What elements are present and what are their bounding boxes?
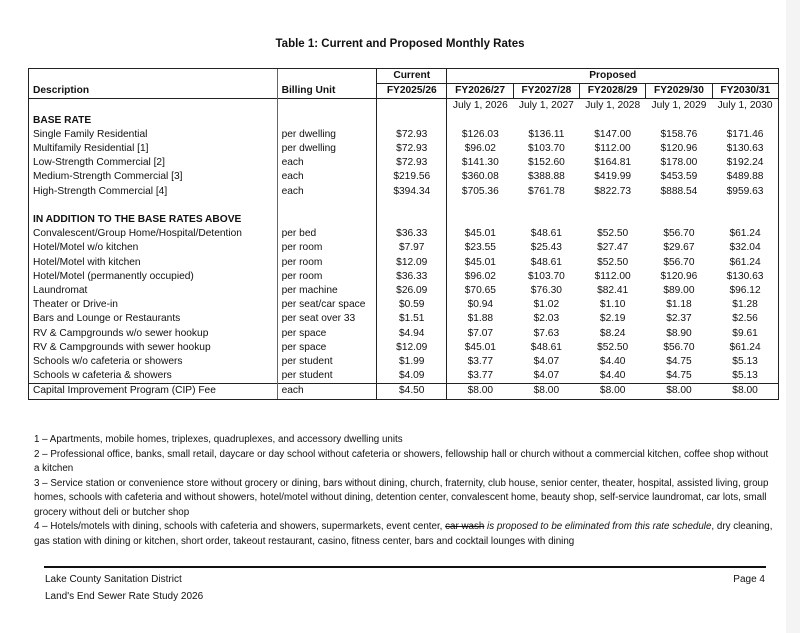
current-rate: $72.93 <box>377 128 447 142</box>
proposed-rate <box>580 114 646 128</box>
proposed-rate: $130.63 <box>712 270 778 284</box>
proposed-rate: $1.18 <box>666 299 692 311</box>
current-rate: $12.09 <box>377 256 447 270</box>
proposed-rate: $61.24 <box>712 227 778 241</box>
billing-unit: each <box>277 156 376 170</box>
proposed-rate: $192.24 <box>712 156 778 170</box>
rate-description: Low-Strength Commercial [2] <box>29 156 278 170</box>
proposed-rate: $103.70 <box>527 270 565 282</box>
proposed-rate <box>712 213 778 227</box>
proposed-rate: $4.75 <box>666 356 692 368</box>
rate-description: Schools w/o cafeteria or showers <box>29 355 278 369</box>
proposed-rate: $164.81 <box>594 157 632 169</box>
proposed-rate: $8.00 <box>580 384 646 399</box>
rate-description: Bars and Lounge or Restaurants <box>29 312 278 326</box>
header-year-5: FY2030/31 <box>712 84 778 99</box>
table-row <box>29 185 779 199</box>
proposed-rate: $1.10 <box>599 299 626 311</box>
proposed-rate: $705.36 <box>447 185 513 199</box>
proposed-rate <box>513 199 579 213</box>
footer-org: Lake County Sanitation District <box>45 574 182 585</box>
proposed-rate: $888.54 <box>660 185 698 197</box>
billing-unit: each <box>277 185 376 199</box>
header-year-1: FY2026/27 <box>447 84 513 99</box>
page-edge-shade <box>786 0 800 633</box>
proposed-rate <box>447 213 513 227</box>
proposed-rate: $2.37 <box>666 313 692 325</box>
proposed-rate: $112.00 <box>594 270 631 282</box>
proposed-rate: $1.02 <box>533 299 560 311</box>
section-heading-row <box>29 114 779 128</box>
proposed-rate: $489.88 <box>712 170 778 184</box>
proposed-rate: $4.75 <box>666 370 692 382</box>
proposed-rate: $96.02 <box>447 142 513 156</box>
proposed-rate: $8.00 <box>712 384 778 399</box>
proposed-rate: $29.67 <box>663 242 695 254</box>
struck-text: car wash <box>445 521 485 532</box>
proposed-rate <box>580 213 646 227</box>
billing-unit: per student <box>277 369 376 384</box>
rate-description: Convalescent/Group Home/Hospital/Detention <box>29 227 278 241</box>
proposed-rate: $3.77 <box>447 355 513 369</box>
footer-study: Land's End Sewer Rate Study 2026 <box>45 591 204 602</box>
header-proposed: Proposed <box>447 69 779 84</box>
footnotes <box>34 433 774 549</box>
table-row <box>29 312 779 326</box>
rate-description: RV & Campgrounds w/o sewer hookup <box>29 327 278 341</box>
billing-unit: per room <box>277 256 376 270</box>
proposed-rate: $103.70 <box>527 143 565 155</box>
proposed-rate: $8.90 <box>666 327 692 339</box>
current-rate: $219.56 <box>377 170 447 184</box>
header-current: Current <box>377 69 447 84</box>
current-rate: $7.97 <box>377 241 447 255</box>
proposed-rate <box>580 199 646 213</box>
proposed-rate: $141.30 <box>447 156 513 170</box>
table-row <box>29 284 779 298</box>
proposed-rate: $2.03 <box>533 313 560 325</box>
proposed-rate: $96.02 <box>447 270 513 284</box>
billing-unit: per space <box>277 327 376 341</box>
proposed-rate <box>646 199 712 213</box>
proposed-rate: $8.00 <box>447 384 513 399</box>
proposed-rate: $23.55 <box>447 241 513 255</box>
proposed-rate: $7.07 <box>447 327 513 341</box>
proposed-rate: $2.19 <box>599 313 626 325</box>
current-rate: $4.09 <box>377 369 447 384</box>
proposed-rate: $120.96 <box>660 143 698 155</box>
proposed-rate: $822.73 <box>594 185 632 197</box>
proposed-rate: $82.41 <box>597 285 629 297</box>
proposed-rate: $388.88 <box>527 171 565 183</box>
footnote-4: 4 – Hotels/motels with dining, schools with cafeteria and showers, supermarkets, event center, car wash is proposed to be eliminated from this rate schedule, dry cleaning, gas station with dining or kitchen, short order, takeout restaurant, casino, fitness center, bars and cocktail lounges with dining <box>34 521 773 547</box>
rate-description: Hotel/Motel with kitchen <box>29 256 278 270</box>
table-row <box>29 369 779 384</box>
proposed-rate: $1.28 <box>712 298 778 312</box>
billing-unit: per machine <box>277 284 376 298</box>
current-rate: $72.93 <box>377 142 447 156</box>
rate-description: Theater or Drive-in <box>29 298 278 312</box>
proposed-rate: $8.00 <box>646 384 712 399</box>
table-row <box>29 227 779 241</box>
billing-unit: per seat over 33 <box>277 312 376 326</box>
table-row <box>29 355 779 369</box>
table-title: Table 1: Current and Proposed Monthly Rates <box>275 38 525 50</box>
proposed-rate: $48.61 <box>530 228 562 240</box>
header-year-4: FY2029/30 <box>646 84 712 99</box>
proposed-rate: $45.01 <box>447 256 513 270</box>
table-row <box>29 156 779 170</box>
proposed-rate <box>646 114 712 128</box>
section-heading-row <box>29 213 779 227</box>
table-row <box>29 298 779 312</box>
proposed-rate: $152.60 <box>527 157 565 169</box>
proposed-rate: $761.78 <box>527 185 565 197</box>
proposed-rate <box>447 199 513 213</box>
rates-table <box>28 68 779 400</box>
current-rate: $36.33 <box>377 270 447 284</box>
page-footer <box>45 571 765 605</box>
table-row <box>29 256 779 270</box>
rate-description: High-Strength Commercial [4] <box>29 185 278 199</box>
table-row <box>29 241 779 255</box>
proposed-rate: $8.24 <box>599 327 626 339</box>
table-row <box>29 341 779 355</box>
proposed-rate: $158.76 <box>660 128 698 140</box>
proposed-rate: $171.46 <box>712 128 778 142</box>
billing-unit: per student <box>277 355 376 369</box>
proposed-rate: $3.77 <box>447 369 513 384</box>
proposed-rate: $25.43 <box>530 242 562 254</box>
proposed-rate: $120.96 <box>660 270 698 282</box>
proposed-rate: $4.07 <box>533 356 560 368</box>
page-number: Page 4 <box>733 574 765 585</box>
proposed-rate: $178.00 <box>660 157 698 169</box>
billing-unit: per dwelling <box>277 142 376 156</box>
header-description: Description <box>29 69 278 99</box>
proposed-rate: $76.30 <box>530 285 562 297</box>
footnote-2: 2 – Professional office, banks, small retail, daycare or day school without cafeteria or showers, fellowship hall or church without a commercial kitchen, coffee shop without a kitchen <box>34 448 769 474</box>
current-rate: $36.33 <box>377 227 447 241</box>
footer-divider <box>44 566 766 568</box>
current-rate: $26.09 <box>377 284 447 298</box>
proposed-rate: $56.70 <box>663 228 695 240</box>
footnote-3: 3 – Service station or convenience store without grocery or dining, bars without dining, church, fraternity, club house, senior center, theater, hospital, assisted living, group homes, schools with cafeteria and without showers, hotel/motel without dining, detention center, convalescent home, beauty shop, self-service laundromat, car lots, small grocery without deli or butcher shop <box>34 477 769 518</box>
proposed-rate: $360.08 <box>447 170 513 184</box>
billing-unit: per bed <box>277 227 376 241</box>
rate-description: Multifamily Residential [1] <box>29 142 278 156</box>
billing-unit: per room <box>277 241 376 255</box>
blank-cell <box>29 199 278 213</box>
proposed-rate: $4.07 <box>533 370 560 382</box>
rate-description: Medium-Strength Commercial [3] <box>29 170 278 184</box>
proposed-rate <box>646 213 712 227</box>
proposed-rate: $2.56 <box>712 312 778 326</box>
proposed-rate: $959.63 <box>712 185 778 199</box>
rate-description: RV & Campgrounds with sewer hookup <box>29 341 278 355</box>
effective-date-4: July 1, 2029 <box>646 99 712 114</box>
current-rate: $394.34 <box>377 185 447 199</box>
current-rate: $0.59 <box>377 298 447 312</box>
header-year-0: FY2025/26 <box>377 84 447 99</box>
billing-unit: per dwelling <box>277 128 376 142</box>
proposed-rate <box>513 114 579 128</box>
current-rate <box>377 114 447 128</box>
proposed-rate: $56.70 <box>663 341 695 353</box>
proposed-rate: $147.00 <box>594 128 632 140</box>
footnote-1: 1 – Apartments, mobile homes, triplexes, quadruplexes, and accessory dwelling units <box>34 434 403 445</box>
proposed-rate: $70.65 <box>447 284 513 298</box>
rate-description: Hotel/Motel (permanently occupied) <box>29 270 278 284</box>
billing-unit: per room <box>277 270 376 284</box>
rate-description: Laundromat <box>29 284 278 298</box>
effective-date-1: July 1, 2026 <box>447 99 513 114</box>
current-rate: $72.93 <box>377 156 447 170</box>
proposed-rate: $7.63 <box>533 327 560 339</box>
table-row <box>29 327 779 341</box>
proposed-rate <box>513 213 579 227</box>
proposed-rate: $52.50 <box>597 256 629 268</box>
proposed-rate: $45.01 <box>447 341 513 355</box>
effective-date-5: July 1, 2030 <box>712 99 778 114</box>
rate-description: Hotel/Motel w/o kitchen <box>29 241 278 255</box>
proposed-rate: $419.99 <box>594 171 632 183</box>
section-heading: BASE RATE <box>29 114 278 128</box>
proposed-rate: $5.13 <box>712 369 778 384</box>
proposed-rate: $61.24 <box>712 341 778 355</box>
effective-date-2: July 1, 2027 <box>513 99 579 114</box>
header-year-2: FY2027/28 <box>513 84 579 99</box>
effective-date-3: July 1, 2028 <box>580 99 646 114</box>
current-rate: $4.50 <box>377 384 447 399</box>
blank-cell <box>277 114 376 128</box>
proposed-rate: $9.61 <box>712 327 778 341</box>
section-heading: IN ADDITION TO THE BASE RATES ABOVE <box>29 213 278 227</box>
proposed-rate: $4.40 <box>599 356 626 368</box>
proposed-rate: $52.50 <box>597 228 629 240</box>
proposed-rate <box>712 114 778 128</box>
billing-unit: per seat/car space <box>277 298 376 312</box>
proposed-rate: $0.94 <box>447 298 513 312</box>
current-rate: $12.09 <box>377 341 447 355</box>
table-row <box>29 270 779 284</box>
proposed-rate: $48.61 <box>530 256 562 268</box>
proposed-rate: $45.01 <box>447 227 513 241</box>
proposed-rate: $453.59 <box>660 171 698 183</box>
proposed-rate: $52.50 <box>597 341 629 353</box>
current-rate <box>377 213 447 227</box>
proposed-rate: $96.12 <box>712 284 778 298</box>
proposed-rate: $8.00 <box>513 384 579 399</box>
blank-cell <box>277 199 376 213</box>
proposed-rate: $89.00 <box>663 285 695 297</box>
table-row <box>29 170 779 184</box>
proposed-rate <box>447 114 513 128</box>
current-rate: $1.51 <box>377 312 447 326</box>
current-rate: $4.94 <box>377 327 447 341</box>
proposed-rate <box>712 199 778 213</box>
rate-description: Single Family Residential <box>29 128 278 142</box>
header-year-3: FY2028/29 <box>580 84 646 99</box>
rate-description: Capital Improvement Program (CIP) Fee <box>29 384 278 399</box>
proposed-rate: $126.03 <box>447 128 513 142</box>
header-billing-unit: Billing Unit <box>277 69 376 99</box>
billing-unit: each <box>277 384 376 399</box>
proposed-rate: $48.61 <box>530 341 562 353</box>
current-rate <box>377 199 447 213</box>
table-row <box>29 128 779 142</box>
proposed-rate: $130.63 <box>712 142 778 156</box>
table-row <box>29 142 779 156</box>
proposed-rate: $27.47 <box>597 242 629 254</box>
proposed-rate: $112.00 <box>594 143 631 155</box>
current-rate: $1.99 <box>377 355 447 369</box>
proposed-rate: $61.24 <box>712 256 778 270</box>
rate-description: Schools w cafeteria & showers <box>29 369 278 384</box>
cip-fee-row <box>29 384 779 399</box>
proposed-rate: $136.11 <box>528 128 565 140</box>
proposed-rate: $32.04 <box>712 241 778 255</box>
proposed-rate: $5.13 <box>712 355 778 369</box>
blank-cell <box>277 213 376 227</box>
billing-unit: per space <box>277 341 376 355</box>
italic-note: is proposed to be eliminated from this rate schedule <box>484 521 712 532</box>
proposed-rate: $4.40 <box>599 370 626 382</box>
billing-unit: each <box>277 170 376 184</box>
proposed-rate: $1.88 <box>447 312 513 326</box>
proposed-rate: $56.70 <box>663 256 695 268</box>
